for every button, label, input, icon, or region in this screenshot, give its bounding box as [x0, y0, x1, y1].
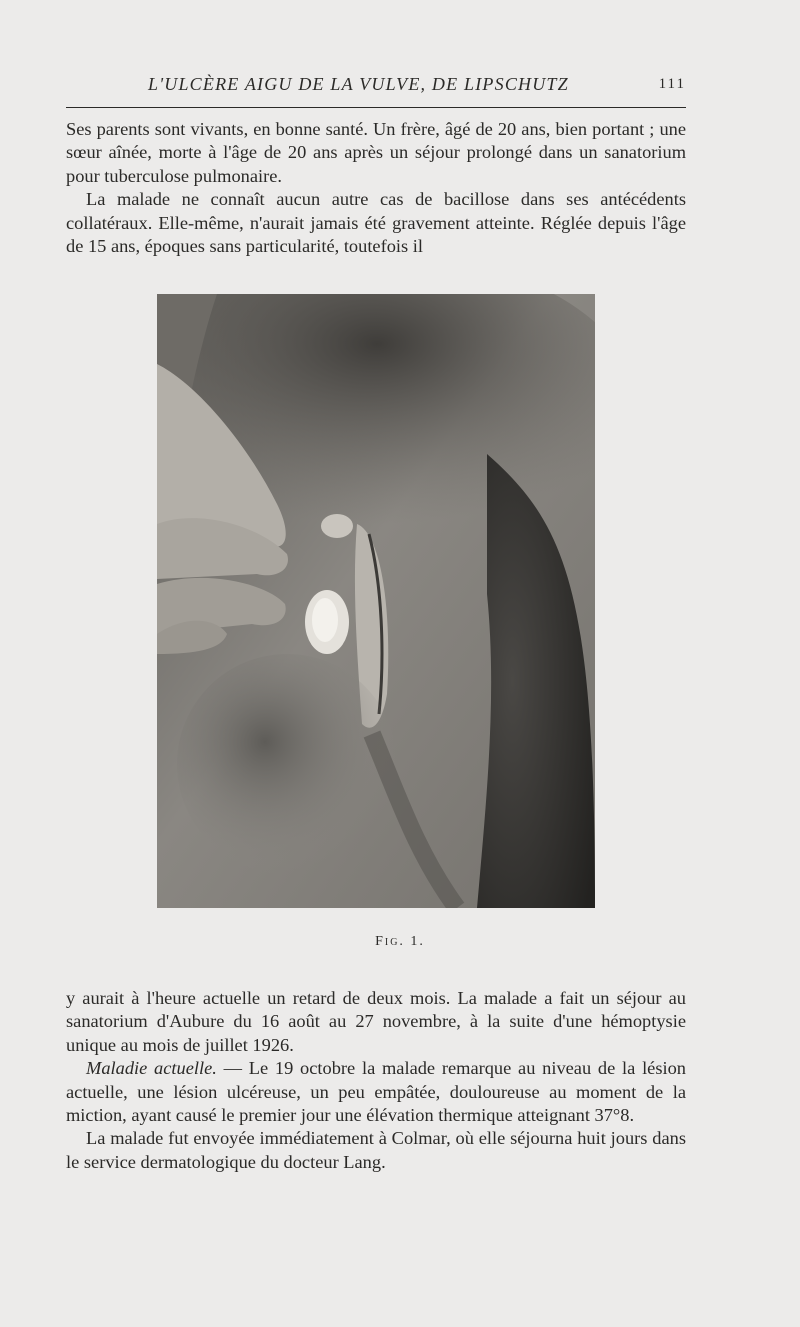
- section-lead: Maladie actuelle.: [86, 1058, 217, 1079]
- figure-caption: Fig. 1.: [375, 934, 425, 949]
- clinical-photograph: [157, 294, 595, 908]
- paragraph-maladie-actuelle: [66, 1057, 686, 1127]
- paragraph: La malade fut envoyée immédiatement à Colmar, où elle séjourna huit jours dans le service dermatologique du docteur Lang.: [66, 1128, 686, 1172]
- header-rule: [66, 107, 686, 108]
- paragraph: La malade ne connaît aucun autre cas de bacillose dans ses antécédents collatéraux. Elle-même, n'aurait jamais été gravement atteinte. Réglée depuis l'âge de 15 ans, époques sans particularité, toutefois il: [66, 189, 686, 257]
- bottom-text-block: [66, 987, 686, 1174]
- photograph-illustration: [157, 294, 595, 908]
- page-number: 111: [658, 76, 686, 92]
- running-title: L'ULCÈRE AIGU DE LA VULVE, DE LIPSCHUTZ: [148, 74, 569, 94]
- top-text-block: [66, 118, 686, 258]
- running-head: [66, 72, 686, 100]
- paragraph-body: — Le 19 octobre la malade remarque au niveau de la lésion actuelle, une lésion ulcéreuse, un peu empâtée, douloureuse au moment de la miction, ayant causé le premier jour une élévation thermique atteignant 37°8.: [66, 1058, 686, 1126]
- paragraph: y aurait à l'heure actuelle un retard de deux mois. La malade a fait un séjour au sanatorium d'Aubure du 16 août au 27 novembre, à la suite d'une hémoptysie unique au mois de juillet 1926.: [66, 988, 686, 1055]
- paragraph: Ses parents sont vivants, en bonne santé. Un frère, âgé de 20 ans, bien portant ; une sœur aînée, morte à l'âge de 20 ans après un séjour prolongé dans un sanatorium pour tuberculose pulmonaire.: [66, 119, 686, 186]
